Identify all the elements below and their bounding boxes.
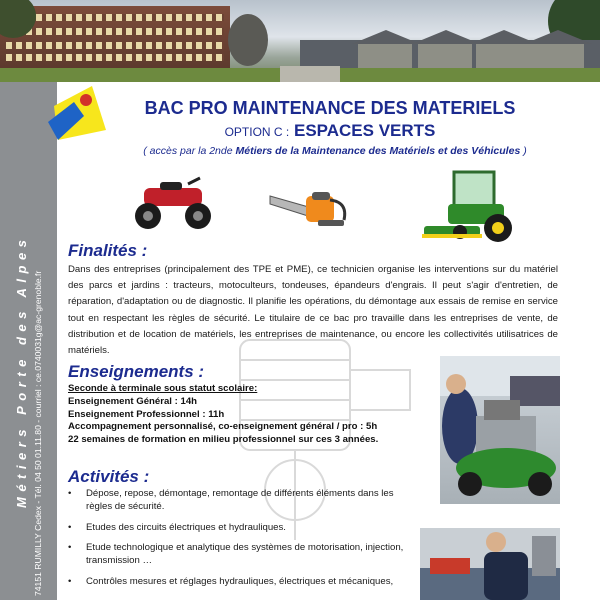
chainsaw-image — [268, 186, 350, 234]
activites-heading: Activités : — [68, 467, 150, 486]
finalites-paragraph: Dans des entreprises (principalement des TPE et PME), ce technicien organise les interventions sur du matériel des parcs et jardins : tracteurs, motoculteurs, tondeuses, épandeurs d'engrais. Il peut s'agir d'entretien, de réparation, d'adaptation ou de diagnostic. Il planifie les opérations, du démontage aux essais de remise en service tout en respectant les règles de sécurité. Le titulaire de ce bac pro travaille dans les entreprises de vente, de distribution et de location de matériels, les entreprises de maintenance, ou encore les collectivités utilisatrices de matériels. — [68, 264, 558, 357]
student-workbench-photo — [420, 528, 560, 600]
workshop-mower-photo — [440, 356, 560, 504]
finalites-heading: Finalités : — [68, 241, 148, 260]
access-suffix: ) — [523, 145, 527, 157]
enseignements-line: Accompagnement personnalisé, co-enseignement général / pro : 5h — [68, 421, 378, 433]
enseignements-line: Enseignement Général : 14h — [68, 395, 198, 407]
option-name: ESPACES VERTS — [294, 121, 436, 140]
option-prefix: OPTION C : — [224, 125, 290, 139]
activites-list — [68, 488, 418, 597]
school-logo — [44, 82, 114, 146]
page-title: BAC PRO MAINTENANCE DES MATERIELS — [144, 98, 516, 118]
bullet-icon: • — [68, 542, 72, 554]
option-title — [120, 121, 540, 141]
bullet-icon: • — [68, 488, 72, 499]
bullet-icon: • — [68, 521, 72, 533]
school-address: 74151 RUMILLY Cedex - Tél. 04 50 01.11.80 - courriel : ce.0740031g@ac-grenoble.fr — [33, 270, 43, 596]
access-prefix: ( accès par la 2nde — [143, 145, 233, 157]
access-line — [110, 145, 560, 157]
ride-on-mower-image — [420, 168, 520, 248]
enseignements-line: Seconde à terminale sous statut scolaire: — [68, 383, 258, 394]
header-campus-photo — [0, 0, 600, 82]
enseignements-line: 22 semaines de formation en milieu professionnel sur ces 3 années. — [68, 434, 379, 446]
access-formation: Métiers de la Maintenance des Matériels et des Véhicules — [235, 145, 521, 157]
left-sidebar-band — [0, 82, 57, 600]
list-item: • Etude technologique et analytique des systèmes de motorisation, injection, transmission … — [68, 542, 404, 567]
list-item: • Etudes des circuits électriques et hydrauliques. — [68, 521, 286, 533]
list-item: • Contrôles mesures et réglages hydrauliques, électriques et mécaniques, — [68, 575, 394, 587]
school-name: Métiers Porte des Alpes — [14, 234, 29, 508]
enseignements-line: Enseignement Professionnel : 11h — [68, 408, 225, 420]
quad-bike-image — [130, 174, 216, 234]
bullet-icon: • — [68, 575, 72, 587]
list-item: • Dépose, repose, démontage, remontage de différents éléments dans les règles de sécurité. — [68, 488, 394, 512]
enseignements-list — [68, 383, 428, 447]
enseignements-heading: Enseignements : — [68, 362, 205, 381]
